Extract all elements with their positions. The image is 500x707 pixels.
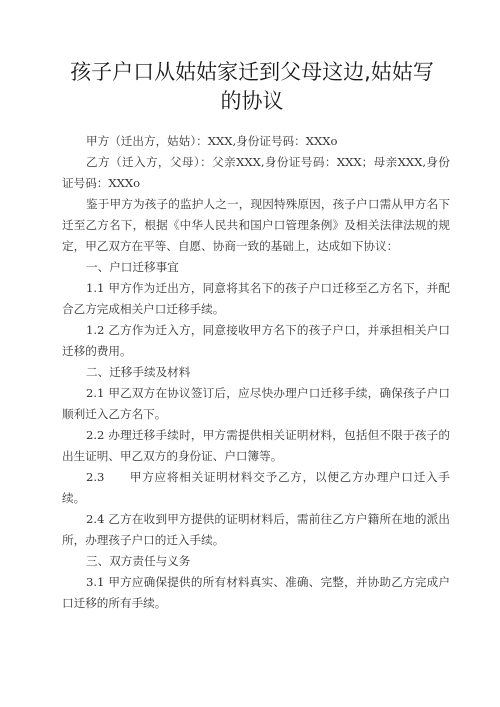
party-b-paragraph: 乙方（迁入方，父母）：父亲XXX,身份证号码：XXX；母亲XXX,身份证号码：XXXo xyxy=(62,155,450,190)
preamble-paragraph: 鉴于甲方为孩子的监护人之一，现因特殊原因，孩子户口需从甲方名下迁至乙方名下，根据《中华人民共和国户口管理条例》及相关法律法规的规定，甲乙双方在平等、自愿、协商一致的基础上，达成如下协议： xyxy=(62,197,450,253)
section-heading-2: 二、迁移手续及材料 xyxy=(86,365,191,379)
clause-3-1: 3.1 甲方应确保提供的所有材料真实、准确、完整，并协助乙方完成户口迁移的所有手续。 xyxy=(62,575,450,610)
party-a-paragraph: 甲方（迁出方，姑姑）：XXX,身份证号码：XXXo xyxy=(86,134,338,148)
section-heading-3: 三、双方责任与义务 xyxy=(86,554,191,568)
clause-1-1: 1.1 甲方作为迁出方，同意将其名下的孩子户口迁移至乙方名下，并配合乙方完成相关户口迁移手续。 xyxy=(62,281,450,316)
clause-1-2: 1.2 乙方作为迁入方，同意接收甲方名下的孩子户口，并承担相关户口迁移的费用。 xyxy=(62,323,450,358)
clause-2-1: 2.1 甲乙双方在协议签订后，应尽快办理户口迁移手续，确保孩子户口顺利迁入乙方名下。 xyxy=(62,386,450,421)
clause-2-4: 2.4 乙方在收到甲方提供的证明材料后，需前往乙方户籍所在地的派出所，办理孩子户口的迁入手续。 xyxy=(62,512,450,547)
document-body xyxy=(62,131,450,614)
document-title: 孩子户口从姑姑家迁到父母这边,姑姑写的协议 xyxy=(70,60,434,113)
section-heading-1: 一、户口迁移事宜 xyxy=(86,260,179,274)
clause-2-3: 2.3 甲方应将相关证明材料交予乙方，以便乙方办理户口迁入手续。 xyxy=(62,470,450,505)
clause-2-2: 2.2 办理迁移手续时，甲方需提供相关证明材料，包括但不限于孩子的出生证明、甲乙双方的身份证、户口簿等。 xyxy=(62,428,450,463)
